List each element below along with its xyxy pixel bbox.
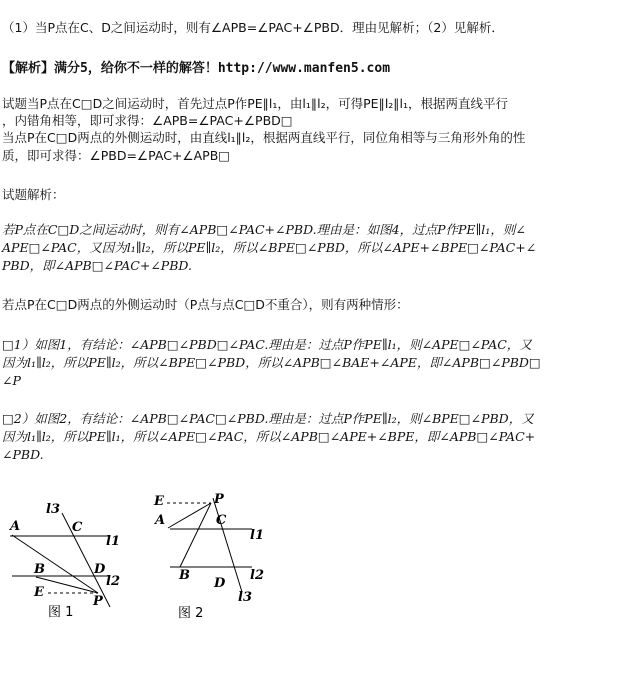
analysis-line-2: ，内错角相等，即可求得：∠APB=∠PAC+∠PBD□ xyxy=(2,113,293,128)
case2-line-3: ∠PBD. xyxy=(2,447,44,462)
label-A: A xyxy=(155,513,166,528)
figure-1 xyxy=(0,490,150,630)
solution-title: 试题解析： xyxy=(2,187,65,202)
label-B: B xyxy=(34,562,45,577)
source-tag: 【解析】满分5，给你不一样的解答！ xyxy=(2,61,218,76)
label-l1: l1 xyxy=(106,534,120,549)
segment-AP xyxy=(12,535,98,593)
label-l2: l2 xyxy=(250,568,264,583)
answer-line: （1）当P点在C、D之间运动时，则有∠APB=∠PAC+∠PBD．理由见解析；（2）见解析． xyxy=(2,20,504,35)
label-A: A xyxy=(10,519,21,534)
label-P: P xyxy=(214,492,224,507)
label-D: D xyxy=(94,562,106,577)
label-D: D xyxy=(214,576,226,591)
case1-line-2: 因为l₁∥l₂，所以PE∥l₂，所以∠BPE□∠PBD，所以∠APB□∠BAE+∠APE，即∠APB□∠PBD□ xyxy=(2,355,541,370)
segment-BP xyxy=(36,577,98,593)
label-E: E xyxy=(154,494,164,509)
label-P: P xyxy=(93,594,103,609)
solution-p1-line-3: PBD，即∠APB□∠PAC+∠PBD. xyxy=(2,258,192,273)
case2-line-2: 因为l₁∥l₂，所以PE∥l₁，所以∠APE□∠PAC，所以∠APB□∠APE+∠BPE，即∠APB□∠PAC+ xyxy=(2,429,536,444)
label-l3: l3 xyxy=(46,502,60,517)
analysis-line-3: 当点P在C□D两点的外侧运动时，由直线l₁∥l₂，根据两直线平行，同位角相等与三角形外角的性 xyxy=(2,130,526,145)
solution-p1-line-1: 若P点在C□D之间运动时，则有∠APB□∠PAC+∠PBD.理由是：如图4，过点P作PE∥l₁，则∠ xyxy=(2,222,526,237)
source-url[interactable]: http://www.manfen5.com xyxy=(217,61,391,76)
label-l2: l2 xyxy=(106,574,120,589)
case1-line-3: ∠P xyxy=(2,373,21,388)
case2-line-1: □2）如图2，有结论：∠APB□∠PAC□∠PBD.理由是：过点P作PE∥l₂，则∠BPE□∠PBD，又 xyxy=(2,411,534,426)
analysis-line-1: 试题当P点在C□D之间运动时，首先过点P作PE∥l₁，由l₁∥l₂，可得PE∥l₂∥l₁，根据两直线平行 xyxy=(2,96,509,111)
source-header xyxy=(2,61,390,77)
case1-line-1: □1）如图1，有结论：∠APB□∠PBD□∠PAC.理由是：过点P作PE∥l₁，则∠APE□∠PAC，又 xyxy=(2,337,532,352)
solution-p1-line-2: APE□∠PAC，又因为l₁∥l₂，所以PE∥l₂，所以∠BPE□∠PBD，所以∠APE+∠BPE□∠PAC+∠ xyxy=(2,240,537,255)
label-l3: l3 xyxy=(238,590,252,605)
label-l1: l1 xyxy=(250,528,264,543)
label-C: C xyxy=(72,520,83,535)
label-E: E xyxy=(34,585,44,600)
figure-2 xyxy=(140,485,280,630)
label-B: B xyxy=(179,568,190,583)
label-C: C xyxy=(216,513,227,528)
solution-p2: 若点P在C□D两点的外侧运动时（P点与点C□D不重合），则有两种情形： xyxy=(2,297,409,312)
figure-1-caption: 图 1 xyxy=(48,605,74,620)
analysis-line-4: 质，即可求得：∠PBD=∠PAC+∠APB□ xyxy=(2,148,231,163)
figure-2-caption: 图 2 xyxy=(178,606,204,621)
segment-BP xyxy=(180,503,211,567)
